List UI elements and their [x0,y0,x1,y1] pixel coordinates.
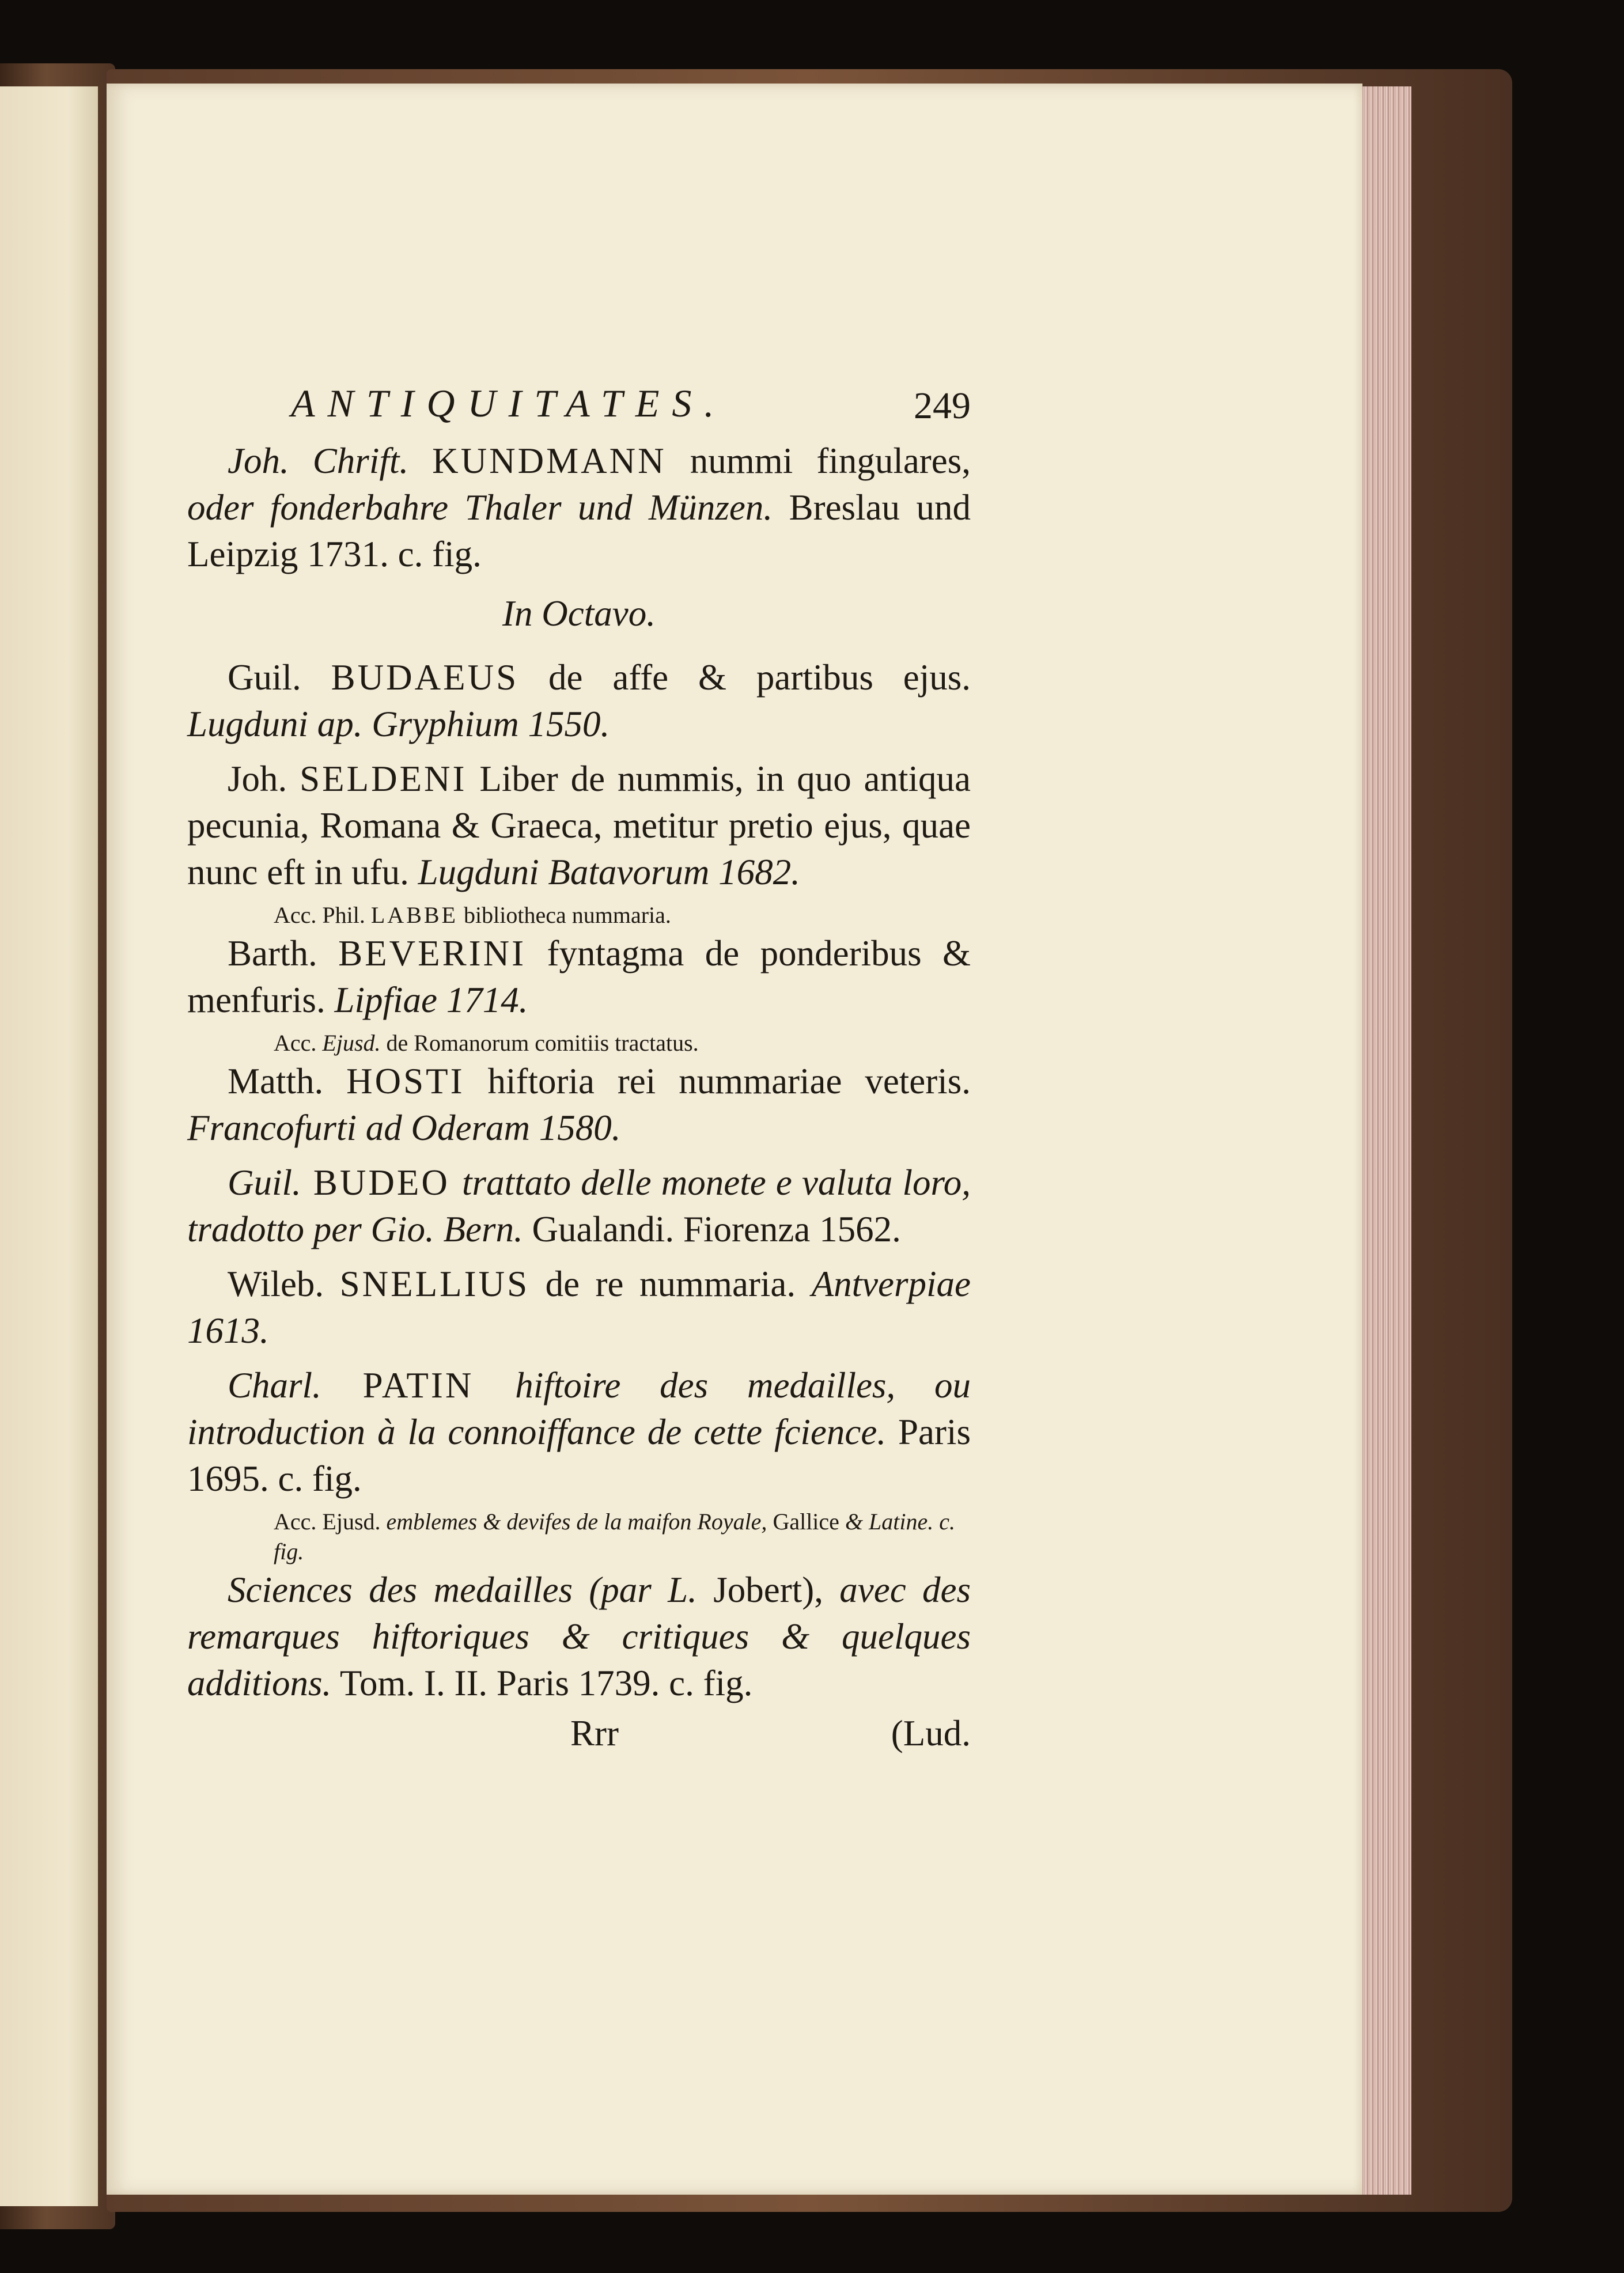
entry-note [187,1507,971,1567]
entry-imprint: Paris 1695. c. fig. [187,1412,971,1499]
entry-imprint: Gualandi. Fiorenza 1562. [523,1209,901,1249]
entry-title: fyntagma de ponderibus & menfuris. [187,933,971,1020]
author-first-name: Joh. Chrift. [228,441,409,481]
bib-entry-seldeni [187,756,971,896]
author-first-name: Joh. [228,759,300,799]
author-name: SELDENI [300,759,467,799]
bib-entry-beverini [187,930,971,1024]
page-footer [187,1710,971,1762]
note-text: & Latine. c. fig. [274,1509,956,1564]
bib-entry-jobert [187,1567,971,1707]
entry-imprint: Tom. I. II. Paris 1739. c. fig. [331,1663,753,1703]
entry-title-german: oder fonderbahre Thaler und Münzen. [187,487,773,528]
note-text: Acc. [274,1030,323,1056]
left-page-edge [0,86,98,2206]
author-name: BUDEO [301,1162,463,1203]
note-text: Acc. Ejusd. [274,1509,387,1535]
author-name: HOSTI [346,1061,465,1101]
entry-imprint: Breslau und Leipzig 1731. c. fig. [187,487,971,574]
author-first-name: Barth. [228,933,339,973]
bib-entry-hosti [187,1058,971,1151]
entry-imprint: Lugduni Batavorum 1682. [418,852,800,892]
author-first-name: Guil. [228,657,331,698]
bib-entry-budeo [187,1160,971,1253]
page-text [187,380,971,1762]
entry-imprint: Lipfiae 1714. [334,980,528,1020]
entry-title: de re nummaria. [529,1264,812,1304]
author-first-name: Guil. [228,1162,301,1203]
section-heading: In Octavo. [502,593,656,634]
page-header [187,380,971,438]
entry-title: Liber de nummis, in quo antiqua pecunia, Romana & Graeca, metitur pretio ejus, quae nunc eft in ufu. [187,759,971,892]
note-text: Acc. Phil. [274,902,371,928]
entry-title: hiftoire des medailles, ou introduction à la connoiffance de cette fcience. [187,1365,971,1452]
author-name: Jobert), [696,1570,840,1610]
entry-title: avec des remarques hiftoriques & critiques & quelques additions. [187,1570,971,1703]
entry-title: Sciences des medailles (par L. [228,1570,697,1610]
signature-mark: Rrr [570,1713,619,1753]
entry-imprint: Lugduni ap. Gryphium 1550. [187,704,610,744]
author-name: BEVERINI [338,933,527,973]
note-author: LABBE [370,902,458,928]
author-first-name: Wileb. [228,1264,340,1304]
author-name: SNELLIUS [339,1264,530,1304]
author-first-name: Charl. [228,1365,321,1406]
note-text: emblemes & devifes de la maifon Royale, [386,1509,767,1535]
note-text: Gallice [767,1509,845,1535]
bib-entry-snellius [187,1261,971,1354]
entry-title: hiftoria rei nummariae veteris. [464,1061,971,1101]
author-first-name: Matth. [228,1061,347,1101]
page-edges [1354,86,1411,2195]
entry-imprint: Francofurti ad Oderam 1580. [187,1108,621,1148]
page-number: 249 [914,385,971,427]
note-text: de Romanorum comitiis tractatus. [380,1030,699,1056]
author-name: BUDAEUS [331,657,519,698]
entry-title: trattato delle monete e valuta loro, tradotto per Gio. Bern. [187,1162,971,1249]
bib-entry-budaeus [187,654,971,748]
author-name: KUNDMANN [432,441,667,481]
running-title: ANTIQUITATES. [291,381,727,425]
bib-entry-kundmann [187,438,971,578]
entry-title: nummi fingulares, [666,441,971,481]
catchword: (Lud. [891,1713,971,1753]
author-name: PATIN [321,1365,516,1406]
entry-note [187,1028,971,1058]
entry-note [187,900,971,930]
entry-imprint: Antverpiae 1613. [187,1264,971,1351]
entry-title: de affe & partibus ejus. [518,657,971,698]
bib-entry-patin [187,1362,971,1502]
note-text: Ejusd. [322,1030,381,1056]
note-text: bibliotheca nummaria. [458,902,671,928]
